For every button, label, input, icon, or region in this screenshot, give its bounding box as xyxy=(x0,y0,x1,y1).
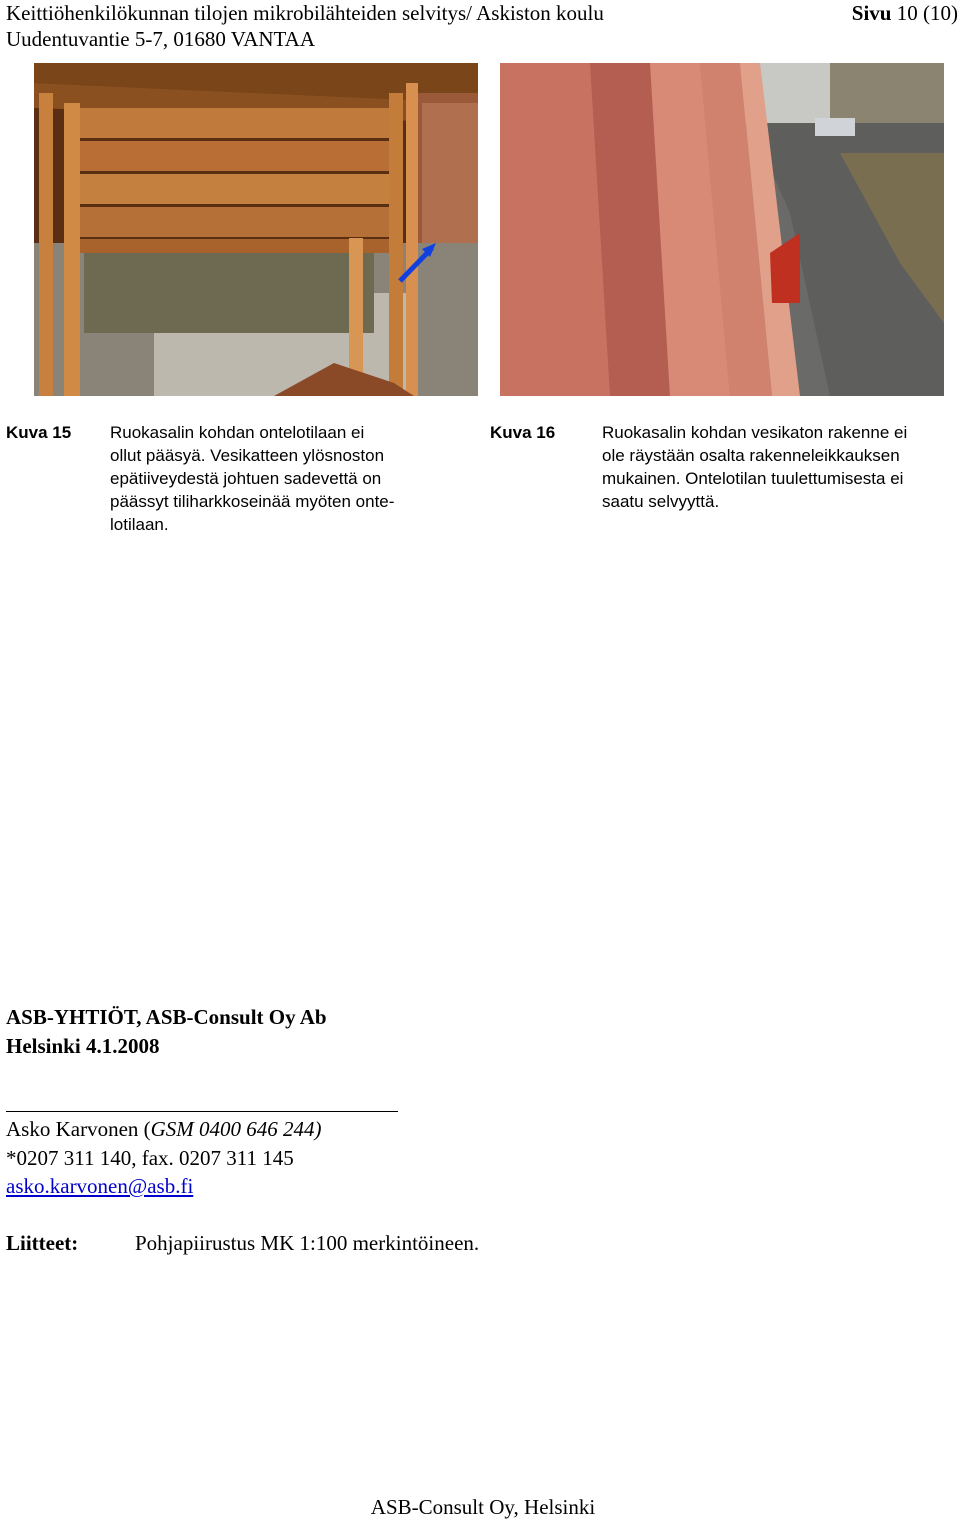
page-number xyxy=(852,0,958,27)
caption-line: epätiiveydestä johtuen sadevettä on xyxy=(110,469,382,488)
photo-attic-cavity xyxy=(34,63,478,396)
photo-roof-eaves xyxy=(500,63,944,396)
page-label: Sivu xyxy=(851,1,892,25)
figure-label-15: Kuva 15 xyxy=(6,423,72,442)
document-title: Keittiöhenkilökunnan tilojen mikrobilähteiden selvitys/ Askiston koulu xyxy=(6,1,604,25)
caption-line: mukainen. Ontelotilan tuulettumisesta ei xyxy=(602,469,904,488)
caption-line: saatu selvyyttä. xyxy=(602,492,720,511)
attachments-text: Pohjapiirustus MK 1:100 merkintöineen. xyxy=(135,1231,480,1255)
signer-gsm: GSM 0400 646 244) xyxy=(150,1117,322,1141)
signer-name-text: Asko Karvonen ( xyxy=(6,1117,151,1141)
signer-phone: *0207 311 140, fax. 0207 311 145 xyxy=(6,1146,294,1170)
signer-email-link[interactable]: asko.karvonen@asb.fi xyxy=(6,1174,194,1198)
caption-line: päässyt tiliharkkoseinää myöten onte- xyxy=(110,492,395,511)
caption-line: ole räystään osalta rakenneleikkauksen xyxy=(602,446,900,465)
page-footer: ASB-Consult Oy, Helsinki xyxy=(370,1495,596,1519)
attachments-label: Liitteet: xyxy=(6,1231,79,1255)
company-name: ASB-YHTIÖT, ASB-Consult Oy Ab xyxy=(6,1005,327,1029)
caption-line: lotilaan. xyxy=(110,515,169,534)
caption-line: Ruokasalin kohdan ontelotilaan ei xyxy=(110,423,365,442)
signature-line xyxy=(6,1111,398,1112)
caption-line: Ruokasalin kohdan vesikaton rakenne ei xyxy=(602,423,908,442)
document-address: Uudentuvantie 5-7, 01680 VANTAA xyxy=(6,27,316,51)
figure-caption-16 xyxy=(602,421,907,513)
signer-name xyxy=(6,1115,322,1144)
figure-label-16: Kuva 16 xyxy=(490,423,556,442)
page-count: 10 (10) xyxy=(896,1,958,25)
place-date: Helsinki 4.1.2008 xyxy=(6,1034,160,1058)
figure-caption-15 xyxy=(110,421,394,536)
caption-line: ollut pääsyä. Vesikatteen ylösnoston xyxy=(110,446,385,465)
